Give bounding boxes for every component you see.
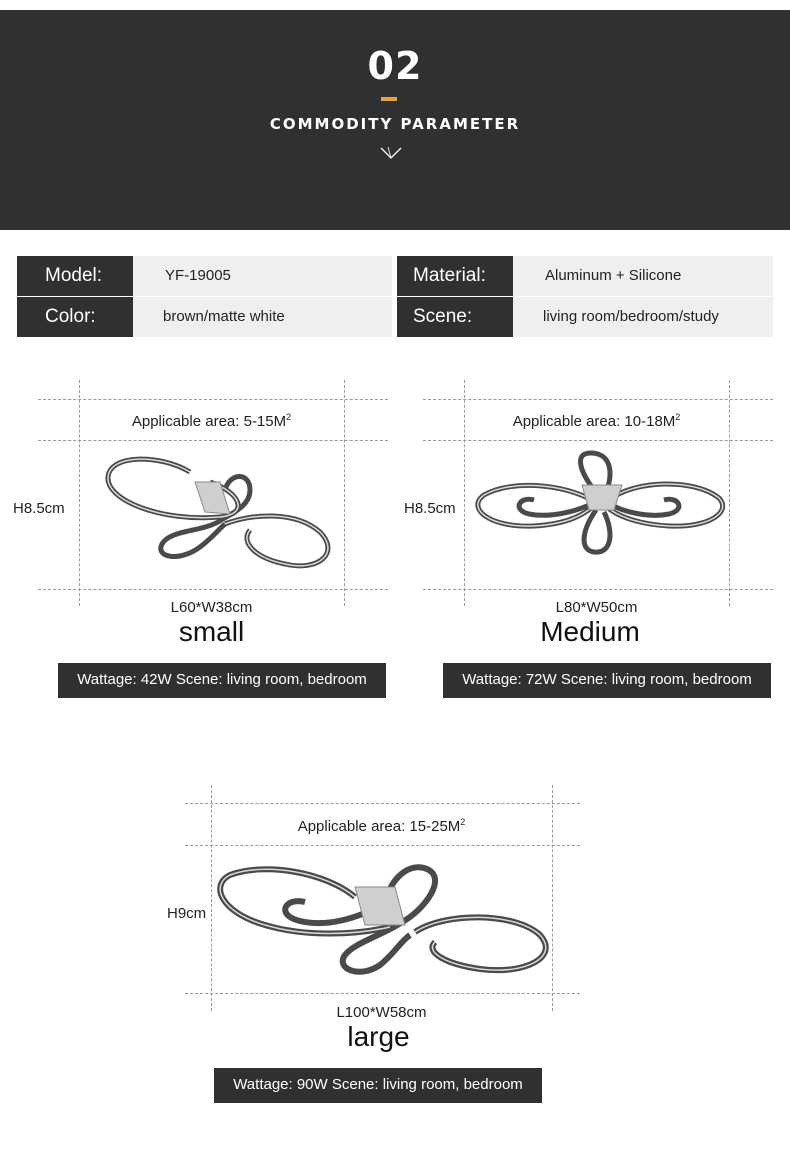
guide-line — [344, 380, 345, 606]
size-label: Medium — [540, 616, 640, 647]
param-value-model: YF-19005 — [133, 256, 392, 296]
lamp-large-image — [215, 857, 550, 982]
guide-line — [464, 380, 465, 606]
height-label: H8.5cm — [404, 500, 456, 517]
dimensions-label: L100*W58cm — [336, 1004, 427, 1021]
param-label-model: Model: — [17, 256, 133, 296]
dimensions-label: L80*W50cm — [555, 599, 638, 616]
applicable-area: Applicable area: $15-25M^2$ — [297, 817, 466, 835]
guide-line — [185, 803, 580, 804]
param-value-scene: living room/bedroom/study — [513, 297, 773, 337]
guide-line — [729, 380, 730, 606]
guide-line — [38, 440, 388, 441]
lamp-small-image — [100, 452, 340, 577]
size-label: large — [347, 1021, 410, 1052]
applicable-area: Applicable area: $10-18M^2$ — [512, 412, 681, 430]
guide-line — [552, 785, 553, 1011]
dimensions-label: L60*W38cm — [170, 599, 253, 616]
guide-line — [423, 589, 773, 590]
accent-bar — [381, 97, 397, 101]
wattage-badge: Wattage: 72W Scene: living room, bedroom — [443, 663, 771, 698]
lamp-medium-image — [474, 450, 726, 558]
param-label-material: Material: — [397, 256, 513, 296]
height-label: H9cm — [167, 905, 207, 922]
param-value-color: brown/matte white — [133, 297, 392, 337]
wattage-badge: Wattage: 90W Scene: living room, bedroom — [214, 1068, 542, 1103]
guide-line — [423, 440, 773, 441]
section-title: COMMODITY PARAMETER — [269, 115, 521, 133]
applicable-area: Applicable area: $5-15M^2$ — [131, 412, 292, 430]
guide-line — [38, 399, 388, 400]
guide-line — [185, 845, 580, 846]
height-label: H8.5cm — [13, 500, 65, 517]
chevron-down-icon — [380, 146, 402, 160]
guide-line — [38, 589, 388, 590]
param-value-material: Aluminum + Silicone — [513, 256, 773, 296]
guide-line — [423, 399, 773, 400]
section-header — [0, 10, 790, 230]
wattage-badge: Wattage: 42W Scene: living room, bedroom — [58, 663, 386, 698]
param-label-scene: Scene: — [397, 297, 513, 337]
param-label-color: Color: — [17, 297, 133, 337]
size-label: small — [178, 616, 245, 647]
guide-line — [185, 993, 580, 994]
section-number: 02 — [367, 44, 423, 88]
